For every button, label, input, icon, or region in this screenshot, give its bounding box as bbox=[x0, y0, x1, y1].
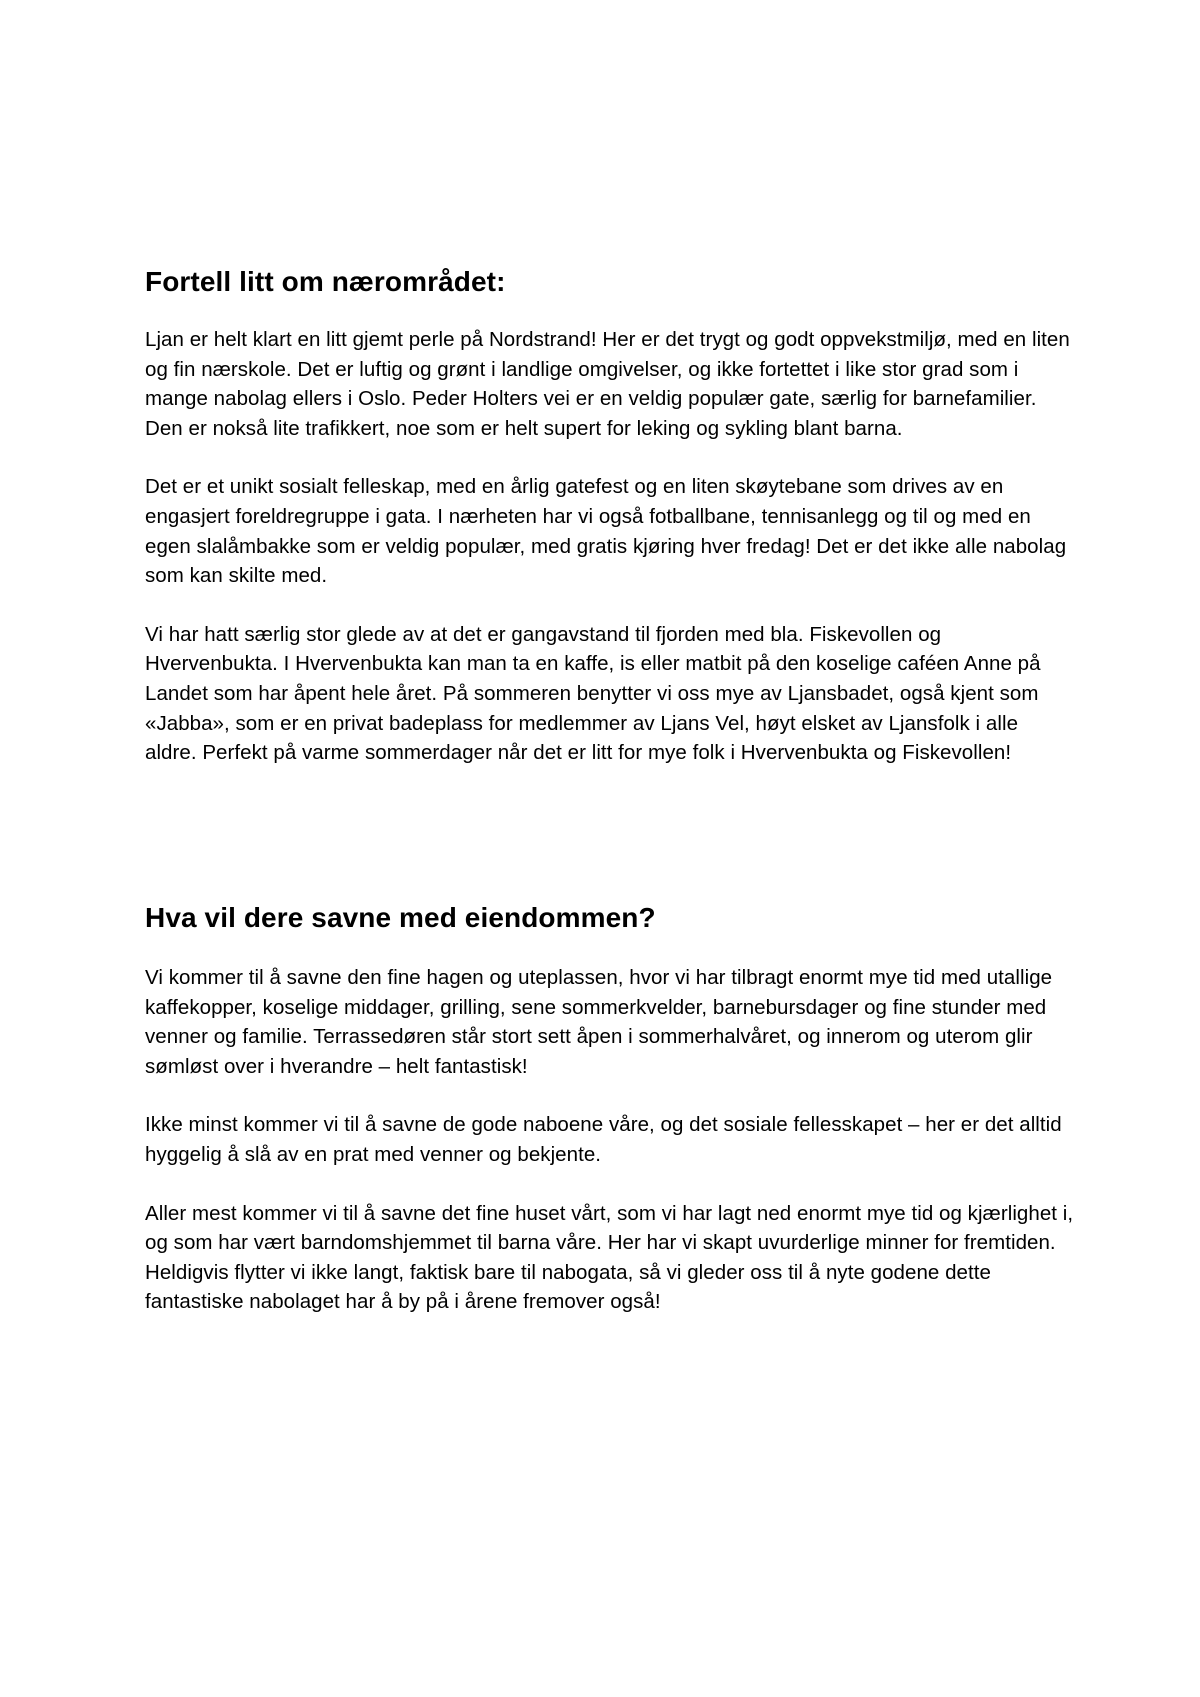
section-heading: Hva vil dere savne med eiendommen? bbox=[145, 902, 656, 933]
paragraph: Det er et unikt sosialt felleskap, med en årlig gatefest og en liten skøytebane som drives av en engasjert foreldregruppe i gata. I nærheten har vi også fotballbane, tennisanlegg og til og med en egen slalåmbakke som er veldig populær, med gratis kjøring hver fredag! Det er det ikke alle nabolag som kan skilte med. bbox=[145, 475, 1067, 588]
section-what-we-will-miss bbox=[145, 898, 1075, 1346]
paragraph: Vi kommer til å savne den fine hagen og uteplassen, hvor vi har tilbragt enormt mye tid med utallige kaffekopper, koselige middager, grilling, sene sommerkvelder, barnebursdager og fine stunder med venner og familie. Terrassedøren står stort sett åpen i sommerhalvåret, og innerom og uterom glir sømløst over i hverandre – helt fantastisk! bbox=[145, 966, 1053, 1078]
section-neighborhood bbox=[145, 262, 1075, 797]
paragraph: Vi har hatt særlig stor glede av at det er gangavstand til fjorden med bla. Fiskevollen og Hvervenbukta. I Hvervenbukta kan man ta en kaffe, is eller matbit på den koselige caféen Anne på Landet som har åpent hele året. På sommeren benytter vi oss mye av Ljansbadet, også kjent som «Jabba», som er en privat badeplass for medlemmer av Ljans Vel, høyt elsket av Ljansfolk i alle aldre. Perfekt på varme sommerdager når det er litt for mye folk i Hvervenbukta og Fiskevollen! bbox=[145, 622, 1041, 765]
paragraph: Ikke minst kommer vi til å savne de gode naboene våre, og det sosiale fellesskapet – her er det alltid hyggelig å slå av en prat med venner og bekjente. bbox=[145, 1113, 1062, 1166]
paragraph: Ljan er helt klart en litt gjemt perle på Nordstrand! Her er det trygt og godt oppvekstmiljø, med en liten og fin nærskole. Det er luftig og grønt i landlige omgivelser, og ikke fortettet i like stor grad som i mange nabolag ellers i Oslo. Peder Holters vei er en veldig populær gate, særlig for barnefamilier. Den er nokså lite trafikkert, noe som er helt supert for leking og sykling blant barna. bbox=[145, 328, 1070, 440]
section-heading: Fortell litt om nærområdet: bbox=[145, 266, 506, 297]
paragraph: Aller mest kommer vi til å savne det fine huset vårt, som vi har lagt ned enormt mye tid og kjærlighet i, og som har vært barndomshjemmet til barna våre. Her har vi skapt uvurderlige minner for fremtiden. Heldigvis flytter vi ikke langt, faktisk bare til nabogata, så vi gleder oss til å nyte godene dette fantastiske nabolaget har å by på i årene fremover også! bbox=[145, 1201, 1074, 1314]
